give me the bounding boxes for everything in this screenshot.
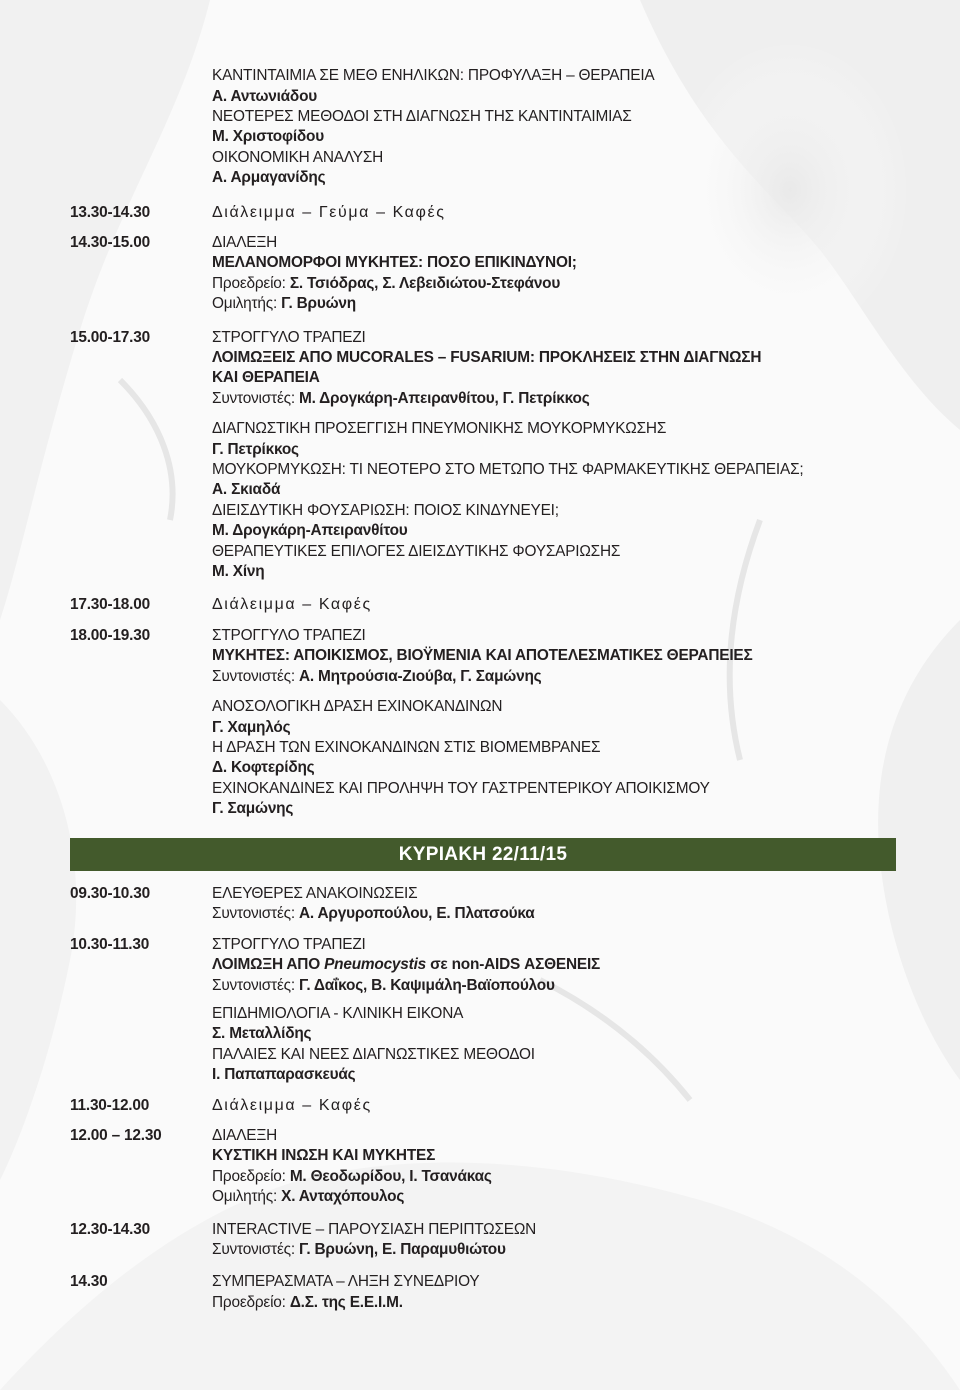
- session-title: ΚΑΙ ΘΕΡΑΠΕΙΑ: [212, 369, 320, 386]
- talk-title: ΟΙΚΟΝΟΜΙΚΗ ΑΝΑΛΥΣΗ: [212, 149, 384, 166]
- coordinators-label: Συντονιστές:: [212, 977, 295, 994]
- coordinators-line: [212, 1240, 506, 1259]
- speaker-label: Ομιλητής:: [212, 295, 278, 312]
- session-time: 11.30-12.00: [70, 1097, 150, 1114]
- break-label: Διάλειμμα – Καφές: [212, 1097, 372, 1114]
- talk-title: ΔΙΑΓΝΩΣΤΙΚΗ ΠΡΟΣΕΓΓΙΣΗ ΠΝΕΥΜΟΝΙΚΗΣ ΜΟΥΚΟΡΜΥΚΩΣΗΣ: [212, 420, 667, 437]
- chair-names: Δ.Σ. της Ε.Ε.Ι.Μ.: [289, 1294, 403, 1311]
- coordinators-label: Συντονιστές:: [212, 390, 295, 407]
- session-type: ΔΙΑΛΕΞΗ: [212, 1127, 278, 1144]
- session-title-part: σε non-AIDS ΑΣΘΕΝΕΙΣ: [426, 956, 601, 973]
- chair-label: Προεδρείο:: [212, 275, 286, 292]
- coordinators-names: Γ. Βρυώνη, Ε. Παραμυθιώτου: [298, 1241, 506, 1258]
- session-type: ΣΤΡΟΓΓΥΛΟ ΤΡΑΠΕΖΙ: [212, 329, 366, 346]
- speaker-line: [212, 294, 356, 313]
- talk-title: ΕΧΙΝΟΚΑΝΔΙΝΕΣ ΚΑΙ ΠΡΟΛΗΨΗ ΤΟΥ ΓΑΣΤΡΕΝΤΕΡΙΚΟΥ ΑΠΟΙΚΙΣΜΟΥ: [212, 780, 710, 797]
- session-title-italic: Pneumocystis: [324, 956, 427, 973]
- session-time: 12.30-14.30: [70, 1221, 150, 1238]
- coordinators-line: [212, 976, 555, 995]
- talk-speaker: Δ. Κοφτερίδης: [212, 759, 315, 776]
- day-banner: ΚΥΡΙΑΚΗ 22/11/15: [70, 838, 896, 871]
- chair-label: Προεδρείο:: [212, 1168, 286, 1185]
- session-time: 10.30-11.30: [70, 936, 150, 953]
- talk-title: ΔΙΕΙΣΔΥΤΙΚΗ ΦΟΥΣΑΡΙΩΣΗ: ΠΟΙΟΣ ΚΙΝΔΥΝΕΥΕΙ;: [212, 502, 559, 519]
- coordinators-line: [212, 667, 541, 686]
- coordinators-names: Α. Μητρούσια-Ζιούβα, Γ. Σαμώνης: [298, 668, 542, 685]
- chair-names: Μ. Θεοδωρίδου, Ι. Τσανάκας: [289, 1168, 492, 1185]
- session-type: ΕΛΕΥΘΕΡΕΣ ΑΝΑΚΟΙΝΩΣΕΙΣ: [212, 885, 418, 902]
- session-title: ΛΟΙΜΩΞΕΙΣ ΑΠΟ MUCORALES – FUSARIUM: ΠΡΟΚΛΗΣΕΙΣ ΣΤΗΝ ΔΙΑΓΝΩΣΗ: [212, 349, 762, 366]
- talk-title: ΚΑΝΤΙΝΤΑΙΜΙΑ ΣΕ ΜΕΘ ΕΝΗΛΙΚΩΝ: ΠΡΟΦΥΛΑΞΗ – ΘΕΡΑΠΕΙΑ: [212, 67, 655, 84]
- talk-speaker: Α. Αρμαγανίδης: [212, 169, 326, 186]
- session-title: [212, 955, 600, 974]
- talk-speaker: Γ. Σαμώνης: [212, 800, 294, 817]
- talk-title: ΠΑΛΑΙΕΣ ΚΑΙ ΝΕΕΣ ΔΙΑΓΝΩΣΤΙΚΕΣ ΜΕΘΟΔΟΙ: [212, 1046, 535, 1063]
- session-title: ΚΥΣΤΙΚΗ ΙΝΩΣΗ ΚΑΙ ΜΥΚΗΤΕΣ: [212, 1147, 436, 1164]
- talk-speaker: Α. Αντωνιάδου: [212, 88, 318, 105]
- coordinators-line: [212, 389, 590, 408]
- talk-title: ΜΟΥΚΟΡΜΥΚΩΣΗ: ΤΙ ΝΕΟΤΕΡΟ ΣΤΟ ΜΕΤΩΠΟ ΤΗΣ ΦΑΡΜΑΚΕΥΤΙΚΗΣ ΘΕΡΑΠΕΙΑΣ;: [212, 461, 804, 478]
- session-type: ΣΤΡΟΓΓΥΛΟ ΤΡΑΠΕΖΙ: [212, 936, 366, 953]
- coordinators-line: [212, 904, 535, 923]
- chair-label: Προεδρείο:: [212, 1294, 286, 1311]
- session-time: 14.30-15.00: [70, 234, 150, 251]
- coordinators-label: Συντονιστές:: [212, 905, 295, 922]
- coordinators-label: Συντονιστές:: [212, 668, 295, 685]
- session-title: ΜΕΛΑΝΟΜΟΡΦΟΙ ΜΥΚΗΤΕΣ: ΠΟΣΟ ΕΠΙΚΙΝΔΥΝΟΙ;: [212, 254, 577, 271]
- speaker-label: Ομιλητής:: [212, 1188, 278, 1205]
- talk-title: ΘΕΡΑΠΕΥΤΙΚΕΣ ΕΠΙΛΟΓΕΣ ΔΙΕΙΣΔΥΤΙΚΗΣ ΦΟΥΣΑΡΙΩΣΗΣ: [212, 543, 621, 560]
- talk-speaker: Ι. Παπαπαρασκευάς: [212, 1066, 356, 1083]
- talk-title: Η ΔΡΑΣΗ ΤΩΝ ΕΧΙΝΟΚΑΝΔΙΝΩΝ ΣΤΙΣ ΒΙΟΜΕΜΒΡΑΝΕΣ: [212, 739, 601, 756]
- session-title-part: ΛΟΙΜΩΞΗ ΑΠΟ: [212, 956, 325, 973]
- speaker-name: Χ. Ανταχόπουλος: [281, 1188, 405, 1205]
- chair-line: [212, 274, 560, 293]
- coordinators-names: Α. Αργυροπούλου, Ε. Πλατσούκα: [298, 905, 535, 922]
- session-title: ΜΥΚΗΤΕΣ: ΑΠΟΙΚΙΣΜΟΣ, ΒΙΟΫΜΕΝΙΑ ΚΑΙ ΑΠΟΤΕΛΕΣΜΑΤΙΚΕΣ ΘΕΡΑΠΕΙΕΣ: [212, 647, 753, 664]
- talk-speaker: Μ. Δρογκάρη-Απειρανθίτου: [212, 522, 408, 539]
- talk-speaker: Μ. Χίνη: [212, 563, 265, 580]
- session-time: 15.00-17.30: [70, 329, 150, 346]
- session-time: 12.00 – 12.30: [70, 1127, 162, 1144]
- talk-title: ΑΝΟΣΟΛΟΓΙΚΗ ΔΡΑΣΗ ΕΧΙΝΟΚΑΝΔΙΝΩΝ: [212, 698, 503, 715]
- talk-speaker: Γ. Χαμηλός: [212, 719, 291, 736]
- session-type: ΣΥΜΠΕΡΑΣΜΑΤΑ – ΛΗΞΗ ΣΥΝΕΔΡΙΟΥ: [212, 1273, 480, 1290]
- talk-speaker: Μ. Χριστοφίδου: [212, 128, 324, 145]
- talk-title: ΕΠΙΔΗΜΙΟΛΟΓΙΑ - ΚΛΙΝΙΚΗ ΕΙΚΟΝΑ: [212, 1005, 464, 1022]
- coordinators-label: Συντονιστές:: [212, 1241, 295, 1258]
- session-time: 13.30-14.30: [70, 204, 150, 221]
- speaker-name: Γ. Βρυώνη: [281, 295, 356, 312]
- session-type: ΣΤΡΟΓΓΥΛΟ ΤΡΑΠΕΖΙ: [212, 627, 366, 644]
- session-time: 14.30: [70, 1273, 108, 1290]
- speaker-line: [212, 1187, 404, 1206]
- coordinators-names: Γ. Δαΐκος, Β. Καψιμάλη-Βαϊοπούλου: [298, 977, 555, 994]
- chair-names: Σ. Τσιόδρας, Σ. Λεβειδιώτου-Στεφάνου: [289, 275, 561, 292]
- break-label: Διάλειμμα – Γεύμα – Καφές: [212, 204, 446, 221]
- session-type: ΔΙΑΛΕΞΗ: [212, 234, 278, 251]
- coordinators-names: Μ. Δρογκάρη-Απειρανθίτου, Γ. Πετρίκκος: [298, 390, 590, 407]
- session-time: 18.00-19.30: [70, 627, 150, 644]
- talk-speaker: Γ. Πετρίκκος: [212, 441, 299, 458]
- session-time: 17.30-18.00: [70, 596, 150, 613]
- session-type: INTERACTIVE – ΠΑΡΟΥΣΙΑΣΗ ΠΕΡΙΠΤΩΣΕΩΝ: [212, 1221, 537, 1238]
- break-label: Διάλειμμα – Καφές: [212, 596, 372, 613]
- session-time: 09.30-10.30: [70, 885, 150, 902]
- chair-line: [212, 1293, 403, 1312]
- talk-speaker: Α. Σκιαδά: [212, 481, 281, 498]
- chair-line: [212, 1167, 492, 1186]
- talk-speaker: Σ. Μεταλλίδης: [212, 1025, 312, 1042]
- talk-title: ΝΕΟΤΕΡΕΣ ΜΕΘΟΔΟΙ ΣΤΗ ΔΙΑΓΝΩΣΗ ΤΗΣ ΚΑΝΤΙΝΤΑΙΜΙΑΣ: [212, 108, 632, 125]
